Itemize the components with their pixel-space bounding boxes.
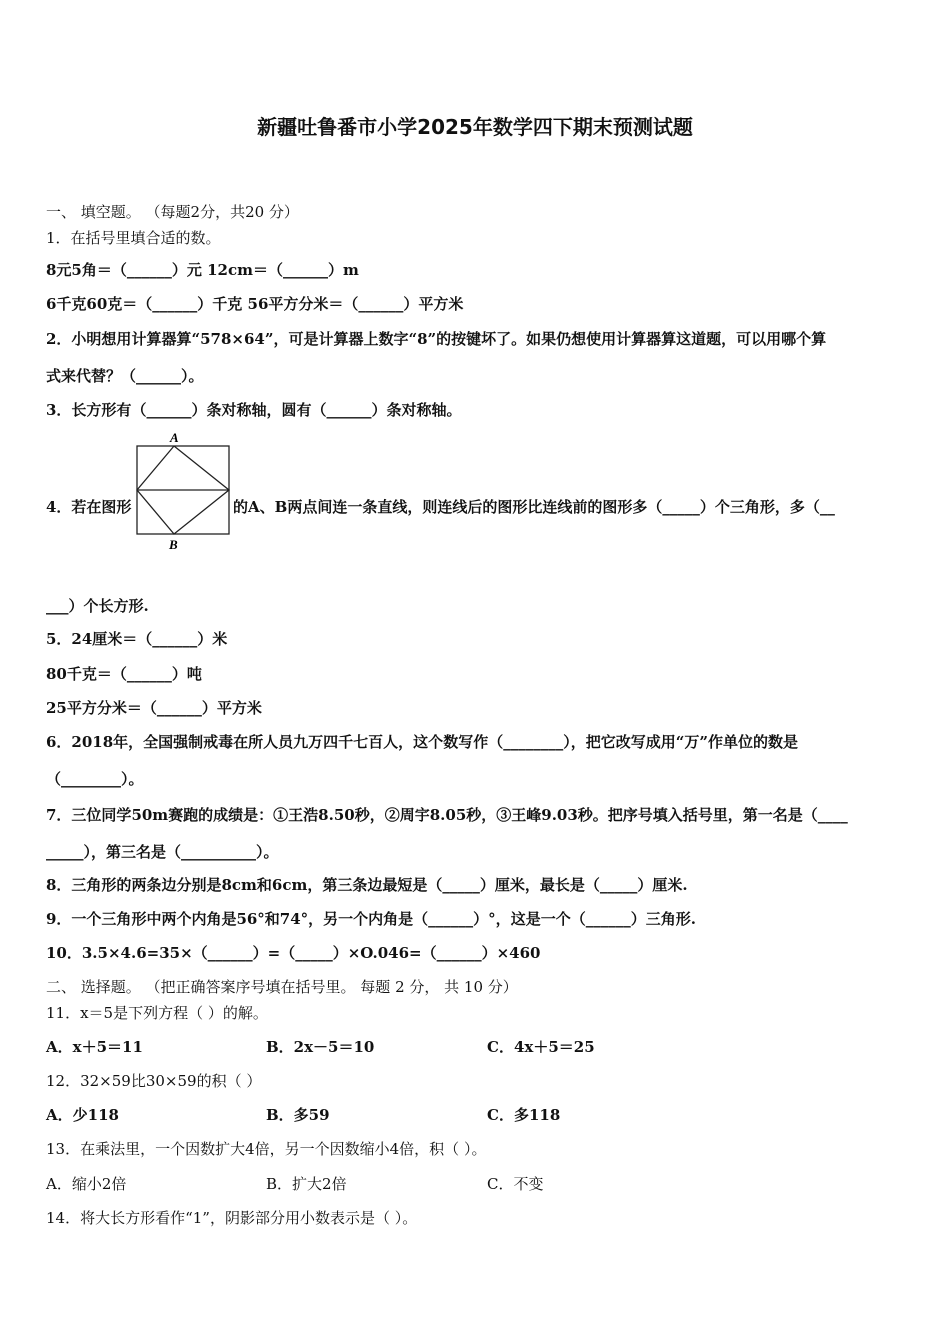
q5-line-3: 25平方分米＝（______）平方米: [46, 699, 262, 717]
q12-option-c[interactable]: C．多118: [487, 1106, 561, 1124]
q11-stem: 11．x＝5是下列方程（ ）的解。: [46, 1004, 268, 1022]
q9-line: 9．一个三角形中两个内角是56°和74°，另一个内角是（______）°，这是一个（______）三角形.: [46, 910, 696, 928]
q11-option-b[interactable]: B．2x－5＝10: [266, 1038, 375, 1056]
q5-line-1: 5．24厘米＝（______）米: [46, 630, 228, 648]
section-2-heading: 二、 选择题。 （把正确答案序号填在括号里。 每题 2 分， 共 10 分）: [46, 978, 518, 996]
q2-line-1: 2．小明想用计算器算“578×64”，可是计算器上数字“8”的按键坏了。如果仍想使用计算器算这道题，可以用哪个算: [46, 330, 827, 348]
q1-line-2: 6千克60克＝（______）千克 56平方分米＝（______）平方米: [46, 295, 464, 313]
q3-line: 3．长方形有（______）条对称轴，圆有（______）条对称轴。: [46, 401, 462, 419]
page-title: 新疆吐鲁番市小学2025年数学四下期末预测试题: [257, 115, 693, 139]
q7-line-1: 7．三位同学50m赛跑的成绩是：①王浩8.50秒，②周宇8.05秒，③王峰9.03秒。把序号填入括号里，第一名是（____: [46, 806, 848, 824]
q7-line-2: _____），第三名是（__________）。: [46, 843, 279, 861]
section-1-heading: 一、 填空题。 （每题2分，共20 分）: [46, 203, 299, 221]
label-a: A: [170, 430, 179, 445]
q12-option-b[interactable]: B．多59: [266, 1106, 330, 1124]
q4-suffix: 的A、B两点间连一条直线，则连线后的图形比连线前的图形多（_____）个三角形，多（__: [233, 498, 835, 516]
q4-prefix: 4．若在图形: [46, 498, 132, 516]
rectangle-diamond-figure: [133, 428, 235, 552]
q13-stem: 13．在乘法里，一个因数扩大4倍，另一个因数缩小4倍，积（ ）。: [46, 1140, 487, 1158]
q4-line-2: ___）个长方形.: [46, 597, 149, 615]
q12-stem: 12．32×59比30×59的积（ ）: [46, 1072, 262, 1090]
q10-line: 10．3.5×4.6=35×（______）=（_____）×O.046=（______）×460: [46, 944, 541, 962]
q1-stem: 1．在括号里填合适的数。: [46, 229, 221, 247]
label-b: B: [169, 537, 178, 552]
q1-line-1: 8元5角＝（______）元 12cm＝（______）m: [46, 261, 359, 279]
q8-line: 8．三角形的两条边分别是8cm和6cm，第三条边最短是（_____）厘米，最长是（_____）厘米.: [46, 876, 688, 894]
q6-line-2: （________）。: [46, 770, 144, 788]
q14-stem: 14．将大长方形看作“1”，阴影部分用小数表示是（ ）。: [46, 1209, 418, 1227]
q11-option-c[interactable]: C．4x＋5＝25: [487, 1038, 595, 1056]
q11-option-a[interactable]: A．x＋5＝11: [46, 1038, 143, 1056]
q13-option-c[interactable]: C．不变: [487, 1175, 544, 1193]
q13-option-b[interactable]: B．扩大2倍: [266, 1175, 347, 1193]
q6-line-1: 6．2018年，全国强制戒毒在所人员九万四千七百人，这个数写作（________），把它改写成用“万”作单位的数是: [46, 733, 798, 751]
q12-option-a[interactable]: A．少118: [46, 1106, 119, 1124]
q13-option-a[interactable]: A．缩小2倍: [46, 1175, 127, 1193]
q2-line-2: 式来代替？（______）。: [46, 367, 204, 385]
q5-line-2: 80千克＝（______）吨: [46, 665, 202, 683]
